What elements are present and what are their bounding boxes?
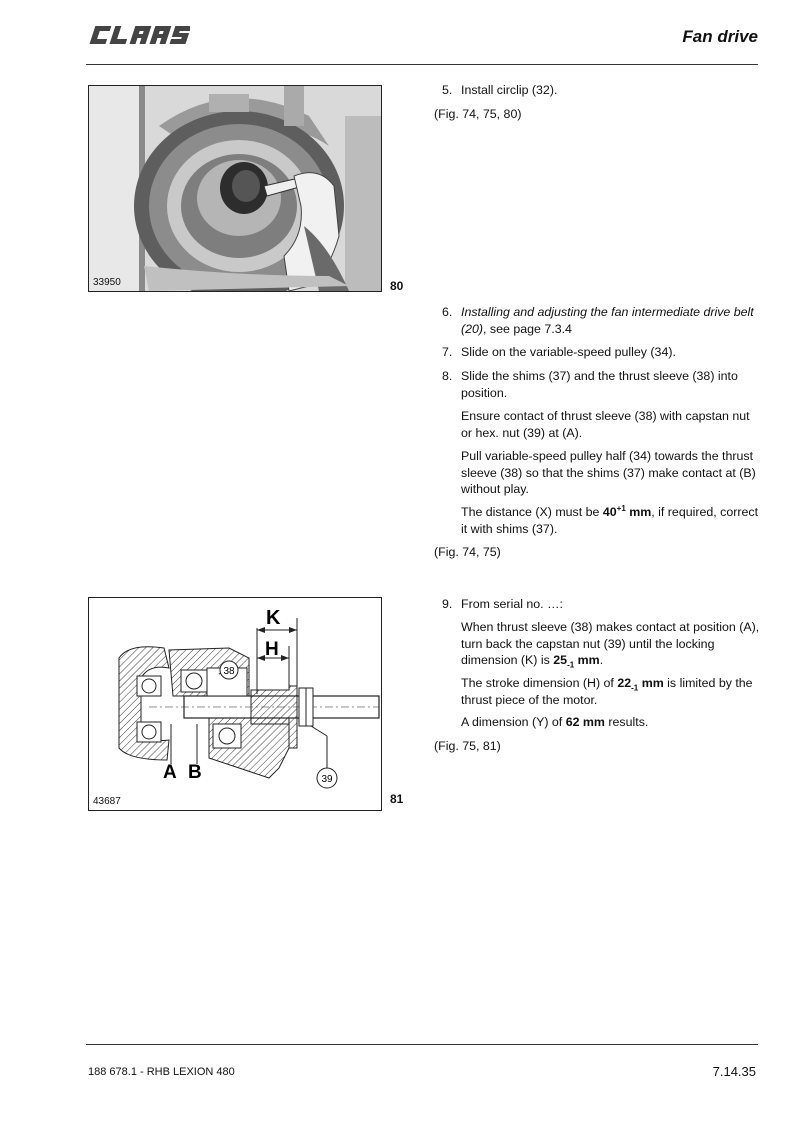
callout-39: 39 [321, 774, 333, 785]
step-8: 8. Slide the shims (37) and the thrust sleeve (38) into position. [442, 369, 738, 400]
fig-reference: (Fig. 74, 75) [434, 545, 501, 559]
step-8-paragraph: Ensure contact of thrust sleeve (38) with capstan nut or hex. nut (39) at (A). [461, 409, 750, 440]
page-number: 7.14.35 [712, 1064, 756, 1079]
step-5: 5. Install circlip (32). [442, 83, 558, 97]
pulley-photo-illustration [89, 86, 381, 291]
point-label-a: A [163, 762, 177, 783]
point-label-b: B [188, 762, 202, 783]
footer-rule [86, 1044, 758, 1045]
figure-id: 43687 [93, 796, 121, 807]
step-8-distance-note: The distance (X) must be $40^{+1}$ mm, if required, correct it with shims (37). [461, 503, 759, 536]
dim-label-k: K [266, 607, 281, 629]
dim-label-h: H [265, 639, 279, 660]
step-7: 7. Slide on the variable-speed pulley (34). [442, 345, 676, 359]
fig-reference: (Fig. 75, 81) [434, 739, 501, 753]
callout-38: 38 [223, 666, 235, 677]
step-9-paragraph: The stroke dimension (H) of $22_{-1}$ mm is limited by the thrust piece of the motor. [461, 676, 753, 707]
figure-81-diagram [88, 597, 382, 811]
header-rule [86, 64, 758, 65]
step-6: 6. Installing and adjusting the fan intermediate drive belt (20), see page 7.3.4 [442, 305, 754, 336]
figure-80-photo [88, 85, 382, 292]
step-9-paragraph: When thrust sleeve (38) makes contact at position (A), turn back the capstan nut (39) until the locking dimension (K) is $25_{-1}$ mm. [461, 620, 760, 670]
step-9-paragraph: A dimension (Y) of 62 mm results. [461, 715, 649, 729]
step-9: 9. From serial no. …: [442, 597, 563, 611]
figure-id: 33950 [93, 277, 121, 288]
step-8-paragraph: Pull variable-speed pulley half (34) towards the thrust sleeve (38) so that the shims (37) make contact at (B) without play. [461, 449, 756, 496]
page-title: Fan drive [682, 27, 758, 46]
claas-logo [86, 24, 190, 46]
fig-reference: (Fig. 74, 75, 80) [434, 107, 522, 121]
figure-number: 81 [390, 792, 404, 806]
figure-number: 80 [390, 279, 404, 293]
thrust-sleeve-section-diagram [89, 598, 381, 810]
document-number: 188 678.1 - RHB LEXION 480 [88, 1066, 235, 1078]
